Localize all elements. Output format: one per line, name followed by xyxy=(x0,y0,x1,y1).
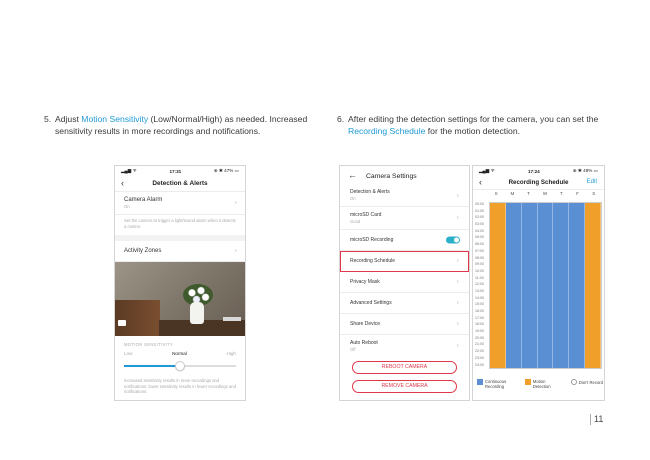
status-time: 17:24 xyxy=(527,168,540,174)
no-record-swatch xyxy=(571,379,577,385)
weekday-label: S xyxy=(592,191,596,196)
hour-label: 03:00 xyxy=(475,222,484,227)
activity-zones-label: Activity Zones xyxy=(124,248,162,255)
schedule-day-column[interactable] xyxy=(585,203,601,368)
row-label: Auto Reboot xyxy=(350,340,378,346)
microsd-card-row[interactable] xyxy=(340,207,469,230)
schedule-day-column[interactable] xyxy=(522,203,538,368)
sensitivity-labels xyxy=(115,349,245,358)
step-5-instruction xyxy=(44,114,316,137)
screen-title: Detection & Alerts xyxy=(152,180,208,187)
microsd-recording-toggle[interactable] xyxy=(446,237,460,244)
schedule-day-column[interactable] xyxy=(538,203,554,368)
hour-labels xyxy=(475,201,489,368)
weekday-label: T xyxy=(559,191,563,196)
hour-label: 16:00 xyxy=(475,309,484,313)
chevron-right-icon: › xyxy=(234,247,237,255)
step-text-after: (Low/Normal/High) as needed. Increased sensitivity results in more recordings and notifications. xyxy=(55,114,308,136)
sensitivity-high: High xyxy=(226,351,236,357)
row-label: Detection & Alerts xyxy=(350,189,390,195)
schedule-day-column[interactable] xyxy=(506,203,522,368)
chevron-right-icon: › xyxy=(234,199,237,207)
battery-status: ⊕ ✱ 49% ▭ xyxy=(572,168,598,173)
status-bar xyxy=(115,166,245,176)
hour-label: 10:00 xyxy=(475,268,484,273)
screen-title: Recording Schedule xyxy=(508,179,569,186)
chevron-right-icon: › xyxy=(456,192,459,200)
signal-icon: ▂▄▆ ᯤ xyxy=(121,168,137,173)
recording-schedule-link[interactable]: Recording Schedule xyxy=(348,125,426,136)
camera-preview-image xyxy=(115,262,245,336)
hour-label: 02:00 xyxy=(475,215,484,220)
legend-label: Continuous Recording xyxy=(485,379,507,389)
hour-label: 19:00 xyxy=(475,329,484,334)
schedule-day-column[interactable] xyxy=(553,203,569,368)
hour-label: 07:00 xyxy=(475,248,484,253)
share-device-row[interactable] xyxy=(340,314,469,335)
hour-label: 05:00 xyxy=(475,235,484,240)
signal-icon: ▂▄▆ ᯤ xyxy=(479,168,495,173)
step-text-before: After editing the detection settings for the camera, you can set the xyxy=(348,114,599,124)
hour-label: 20:00 xyxy=(475,335,484,340)
row-label: Share Device xyxy=(350,321,381,327)
camera-icon xyxy=(118,320,126,326)
row-label: Recording Schedule xyxy=(350,258,396,264)
motion-swatch xyxy=(525,379,531,385)
camera-settings-screenshot xyxy=(339,165,470,401)
back-arrow-icon[interactable]: ← xyxy=(348,170,357,180)
hour-label: 21:00 xyxy=(475,342,484,347)
weekday-label: S xyxy=(494,191,498,196)
sensitivity-low: Low xyxy=(124,351,133,357)
hour-label: 06:00 xyxy=(475,242,484,247)
back-chevron-icon[interactable]: ‹ xyxy=(479,177,482,187)
privacy-mask-row[interactable] xyxy=(340,272,469,293)
schedule-grid[interactable] xyxy=(489,202,602,369)
camera-alarm-row[interactable] xyxy=(115,192,245,215)
row-label: microSD Card xyxy=(350,212,382,218)
nav-bar xyxy=(473,176,604,190)
legend-label: Don't Record xyxy=(578,379,603,385)
hour-label: 17:00 xyxy=(475,315,484,320)
hour-label: 08:00 xyxy=(475,255,484,260)
weekday-label: F xyxy=(576,191,579,196)
continuous-swatch xyxy=(477,379,483,385)
sensitivity-slider[interactable] xyxy=(124,362,236,370)
hour-label: 00:00 xyxy=(475,202,484,206)
step-6-instruction xyxy=(337,114,612,137)
status-time: 17:31 xyxy=(169,168,182,174)
camera-alarm-label: Camera Alarm xyxy=(124,197,163,203)
hour-label: 11:00 xyxy=(475,275,484,280)
page-divider xyxy=(590,414,591,425)
legend-label: Motion Detection xyxy=(532,379,551,389)
slider-knob[interactable] xyxy=(175,361,185,371)
chevron-right-icon: › xyxy=(456,342,459,350)
nav-bar xyxy=(340,166,469,186)
motion-sensitivity-link[interactable]: Motion Sensitivity xyxy=(81,114,149,124)
hour-label: 23:00 xyxy=(475,355,484,360)
row-value: Good xyxy=(350,219,361,224)
row-label: microSD Recording xyxy=(350,237,394,243)
step-number: 6. xyxy=(337,114,345,124)
weekday-label: T xyxy=(527,191,531,196)
screen-title: Camera Settings xyxy=(366,172,417,180)
legend-motion xyxy=(525,379,557,389)
sensitivity-footnote: Increased sensitivity results in more recordings and notifications; lower sensitivity results in fewer recordings and notifications. xyxy=(124,378,236,395)
row-label: Privacy Mask xyxy=(350,279,380,285)
motion-sensitivity-heading: MOTION SENSITIVITY xyxy=(124,342,173,348)
chevron-right-icon: › xyxy=(456,278,459,286)
hour-label: 04:00 xyxy=(475,228,484,233)
weekday-header xyxy=(488,191,602,196)
schedule-day-column[interactable] xyxy=(490,203,506,368)
hour-label: 01:00 xyxy=(475,208,484,213)
step-text-before: Adjust xyxy=(55,114,82,124)
row-value: Off xyxy=(350,347,356,352)
hour-label: 09:00 xyxy=(475,262,484,267)
recording-schedule-screenshot xyxy=(472,165,605,401)
reboot-camera-button[interactable]: REBOOT CAMERA xyxy=(352,361,457,374)
back-chevron-icon[interactable]: ‹ xyxy=(121,178,124,188)
hour-label: 22:00 xyxy=(475,349,484,354)
hour-label: 18:00 xyxy=(475,322,484,327)
sensitivity-normal: Normal xyxy=(172,351,187,357)
step-text-after: for the motion detection. xyxy=(425,125,520,136)
nav-bar xyxy=(115,176,245,192)
step-number: 5. xyxy=(44,114,52,124)
microsd-recording-row xyxy=(340,230,469,251)
hour-label: 13:00 xyxy=(475,288,484,293)
page-number: 11 xyxy=(594,414,604,424)
hour-label: 15:00 xyxy=(475,302,484,307)
schedule-legend xyxy=(477,379,603,389)
detection-alerts-row[interactable] xyxy=(340,186,469,207)
recording-schedule-row[interactable] xyxy=(340,251,469,272)
schedule-day-column[interactable] xyxy=(569,203,585,368)
status-bar xyxy=(473,166,604,176)
chevron-right-icon: › xyxy=(456,214,459,222)
row-label: Advanced Settings xyxy=(350,300,392,306)
detection-alerts-screenshot xyxy=(114,165,246,401)
hour-label: 14:00 xyxy=(475,295,484,300)
hour-label: 24:00 xyxy=(475,362,484,367)
chevron-right-icon: › xyxy=(456,320,459,328)
edit-button[interactable]: Edit xyxy=(586,179,597,185)
activity-zones-row[interactable] xyxy=(115,241,245,262)
battery-status: ⊕ ✱ 47% ▭ xyxy=(213,168,239,173)
weekday-label: M xyxy=(510,191,515,196)
alarm-description: Set the camera to trigger a light/sound alarm when it detects a motion. xyxy=(115,215,245,241)
advanced-settings-row[interactable] xyxy=(340,293,469,314)
legend-continuous xyxy=(477,379,511,389)
remove-camera-button[interactable]: REMOVE CAMERA xyxy=(352,380,457,393)
hour-label: 12:00 xyxy=(475,282,484,287)
weekday-label: W xyxy=(542,191,548,196)
auto-reboot-row[interactable] xyxy=(340,335,469,357)
row-value: On xyxy=(350,196,356,201)
chevron-right-icon: › xyxy=(456,299,459,307)
legend-none xyxy=(571,379,603,385)
chevron-right-icon: › xyxy=(456,257,459,265)
camera-alarm-value: On xyxy=(124,204,130,209)
